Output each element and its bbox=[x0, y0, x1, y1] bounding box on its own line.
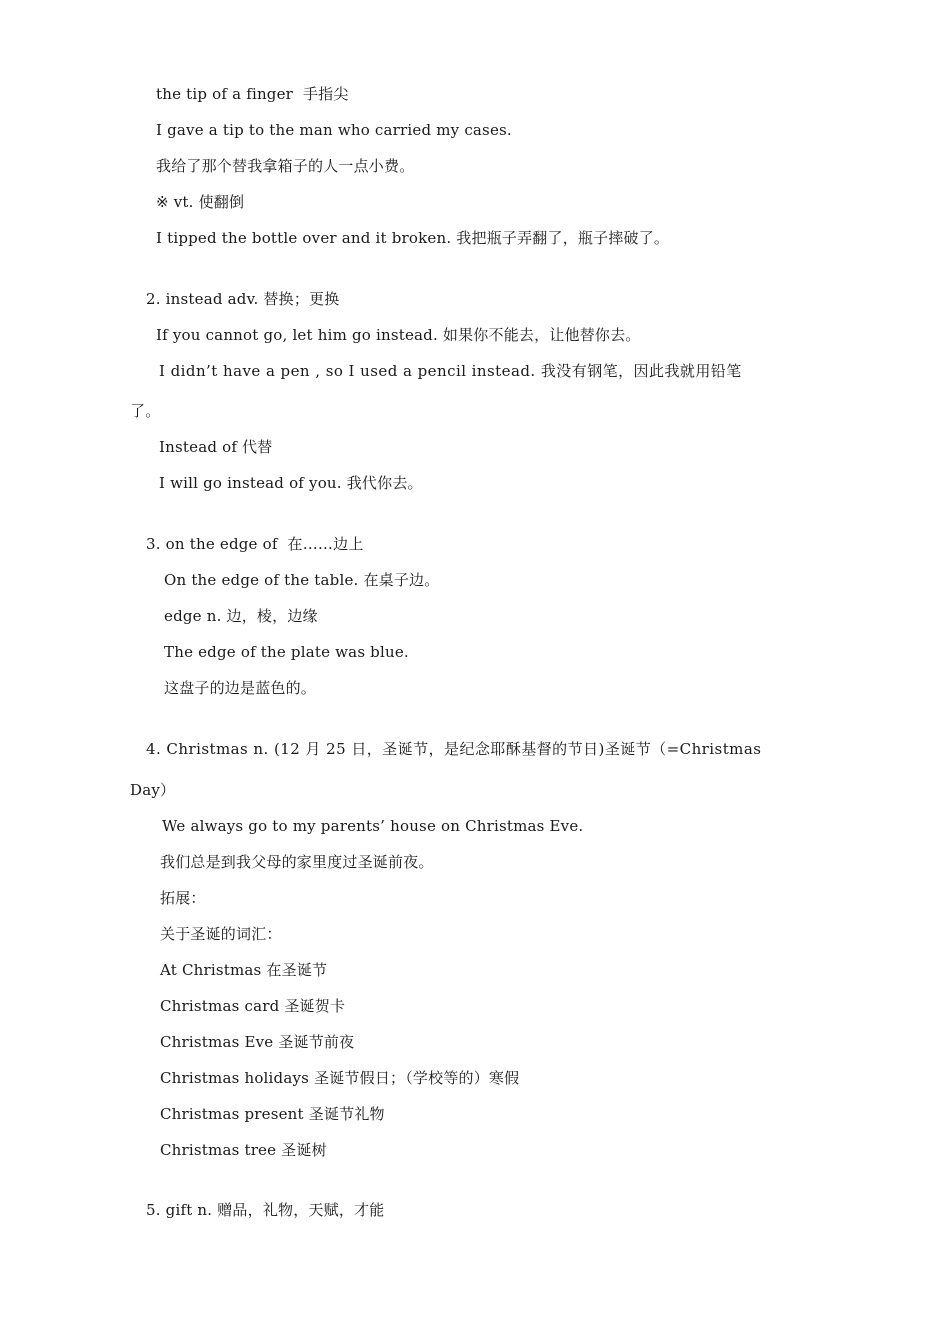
text-line: Christmas present 圣诞节礼物 bbox=[160, 1105, 385, 1123]
text-line: At Christmas 在圣诞节 bbox=[160, 961, 328, 979]
text-line: I gave a tip to the man who carried my cases. bbox=[156, 121, 512, 139]
text-line: I tipped the bottle over and it broken. 我把瓶子弄翻了，瓶子摔破了。 bbox=[156, 229, 670, 247]
text-line: ※ vt. 使翻倒 bbox=[156, 193, 245, 211]
text-line: 我们总是到我父母的家里度过圣诞前夜。 bbox=[160, 853, 434, 871]
text-line: If you cannot go, let him go instead. 如果你不能去，让他替你去。 bbox=[156, 326, 641, 344]
section-heading: 5. gift n. 赠品，礼物，天赋，才能 bbox=[146, 1201, 385, 1219]
text-line: Christmas holidays 圣诞节假日；（学校等的）寒假 bbox=[160, 1069, 520, 1087]
section-heading: 4. Christmas n. (12 月 25 日，圣诞节，是纪念耶酥基督的节日)圣诞节（=Christmas bbox=[146, 740, 762, 758]
text-line: 拓展： bbox=[160, 889, 206, 907]
text-line: Day） bbox=[130, 781, 176, 799]
text-line: the tip of a finger 手指尖 bbox=[156, 85, 349, 103]
text-line: Christmas card 圣诞贺卡 bbox=[160, 997, 346, 1015]
text-line: Christmas Eve 圣诞节前夜 bbox=[160, 1033, 355, 1051]
text-line: I didn’t have a pen , so I used a pencil instead. 我没有钢笔，因此我就用铅笔 bbox=[159, 362, 742, 380]
text-line: 关于圣诞的词汇： bbox=[160, 925, 282, 943]
text-line: Christmas tree 圣诞树 bbox=[160, 1141, 327, 1159]
text-line: edge n. 边，棱，边缘 bbox=[164, 607, 318, 625]
section-heading: 2. instead adv. 替换；更换 bbox=[146, 290, 340, 308]
text-line: Instead of 代替 bbox=[159, 438, 273, 456]
section-heading: 3. on the edge of 在……边上 bbox=[146, 535, 364, 553]
text-line: 这盘子的边是蓝色的。 bbox=[164, 679, 317, 697]
text-line: On the edge of the table. 在桌子边。 bbox=[164, 571, 440, 589]
text-line: 了。 bbox=[130, 402, 161, 420]
text-line: I will go instead of you. 我代你去。 bbox=[159, 474, 423, 492]
text-line: The edge of the plate was blue. bbox=[164, 643, 409, 661]
text-line: 我给了那个替我拿箱子的人一点小费。 bbox=[156, 157, 415, 175]
text-line: We always go to my parents’ house on Christmas Eve. bbox=[162, 817, 584, 835]
